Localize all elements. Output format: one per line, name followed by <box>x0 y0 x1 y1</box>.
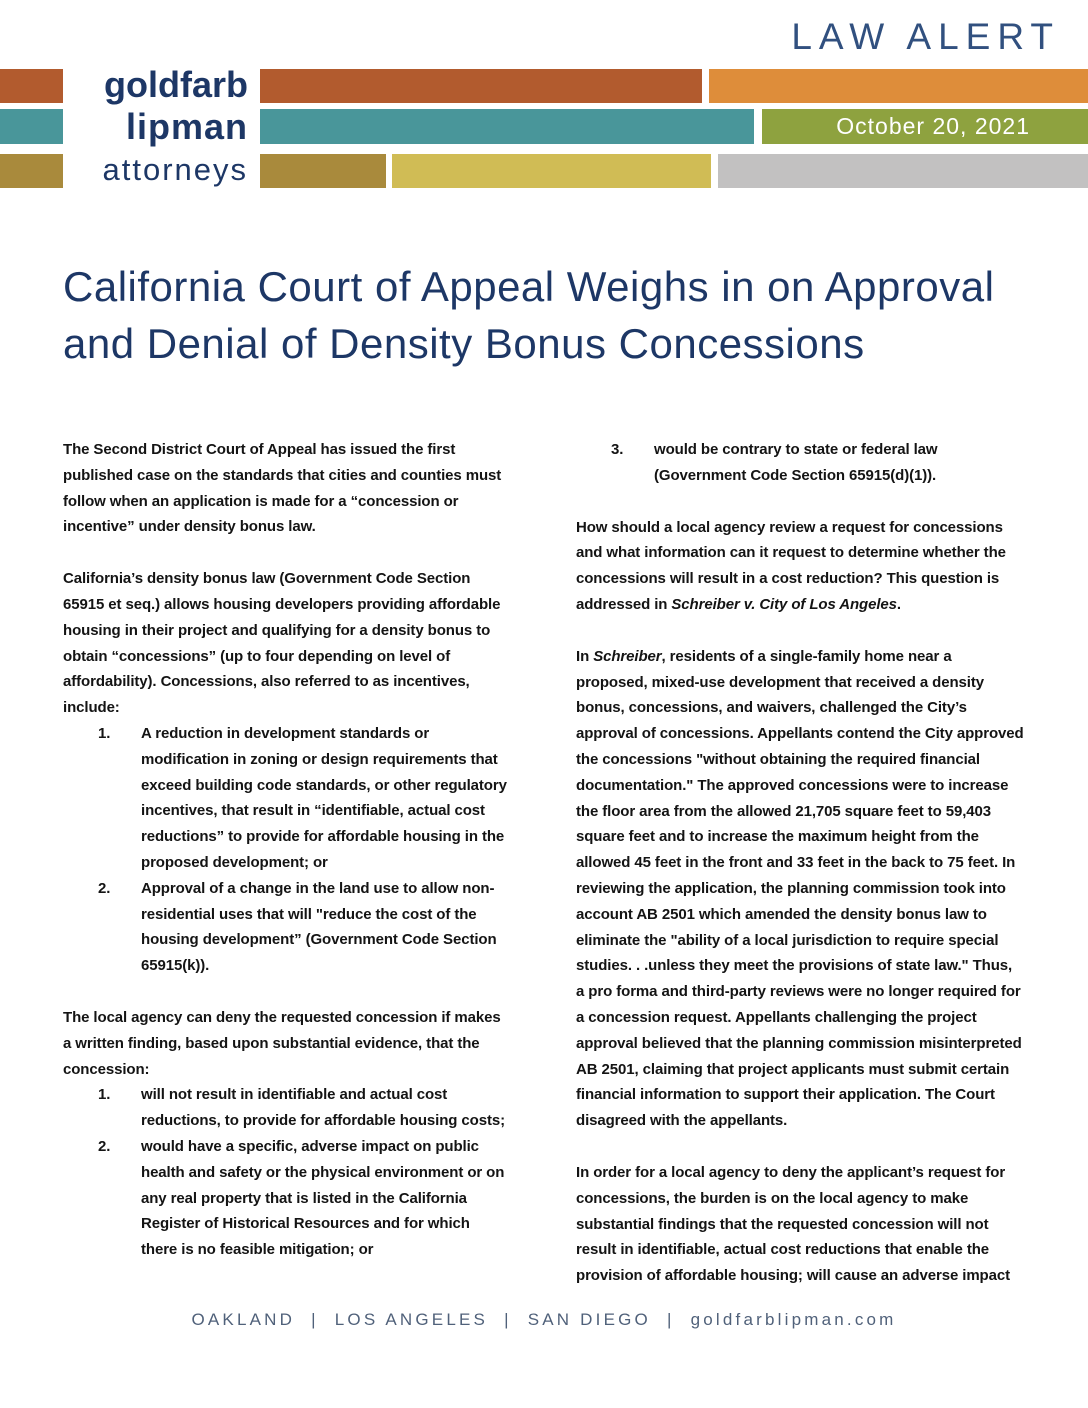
footer-separator: | <box>311 1310 319 1329</box>
teal-bar <box>260 109 754 144</box>
gold-block-left <box>0 154 63 188</box>
text-run: would be contrary to state or federal law (Government Code Section 65915(d)(1)). <box>654 441 938 484</box>
paragraph <box>63 437 509 540</box>
list-item <box>63 721 509 876</box>
footer-separator: | <box>666 1310 675 1329</box>
rust-block-left <box>0 69 63 103</box>
text-run: will not result in identifiable and actual cost reductions, to provide for affordable housing costs; <box>141 1086 505 1130</box>
numbered-list <box>63 721 509 979</box>
list-item-text <box>141 1086 505 1129</box>
case-name: Schreiber v. City of Los Angeles <box>671 595 897 613</box>
logo-lipman: lipman <box>125 106 248 147</box>
paragraph <box>576 1160 1024 1289</box>
text-run: The local agency can deny the requested concession if makes a written finding, based upon substantial evidence, that the concession: <box>63 1008 501 1078</box>
list-item-text <box>141 1138 504 1258</box>
gold-dark-bar <box>260 154 386 188</box>
law-alert-heading: LAW ALERT <box>791 16 1060 57</box>
list-item-text <box>141 725 507 871</box>
list-item <box>63 1134 509 1263</box>
orange-bar <box>709 69 1088 103</box>
numbered-list <box>576 437 1024 489</box>
text-run: , residents of a single-family home near a proposed, mixed-use development that received a density bonus, concessions, and waivers, challenged the City’s approval of concessions. Appellants contend the City approved the concessions "without obtaining the required financial documentation." The approved concessions were to increase the floor area from the allowed 21,705 square feet to 59,403 square feet and to increase the maximum height from the allowed 45 feet in the front and 33 feet in the back to 75 feet. In reviewing the application, the planning commission took into account AB 2501 which amended the density bonus law to eliminate the "ability of a local jurisdiction to require special studies. . .unless they meet the provisions of state law." Thus, a pro forma and third-party reviews were no longer required for a concession request. Appellants challenging the project approval believed that the planning commission misinterpreted AB 2501, claiming that project applicants must submit certain financial information to support their application. The Court disagreed with the appellants. <box>576 647 1024 1130</box>
text-run: . <box>896 595 901 613</box>
footer <box>0 1310 1088 1330</box>
date-badge: October 20, 2021 <box>836 113 1030 139</box>
page-title <box>63 258 1053 372</box>
list-item <box>576 437 1024 489</box>
footer-website: goldfarblipman.com <box>690 1310 897 1329</box>
list-item-number: 2. <box>98 1137 111 1155</box>
paragraph <box>63 1005 509 1082</box>
text-run: How should a local agency review a request for concessions and what information can it request to determine whether the concessions will result in a cost reduction? This question is addressed in <box>576 518 1006 613</box>
title-line-1: California Court of Appeal Weighs in on Approval <box>63 263 995 310</box>
list-item-number: 3. <box>611 441 624 458</box>
text-run: California’s density bonus law (Government Code Section 65915 et seq.) allows housing developers providing affordable housing in their project and qualifying for a density bonus to obtain “concessions” (up to four depending on level of affordability). Concessions, also referred to as incentives, include: <box>63 570 501 717</box>
list-item-number: 2. <box>98 879 111 897</box>
footer-office-city: OAKLAND <box>191 1310 296 1329</box>
logo-attorneys: attorneys <box>102 152 248 187</box>
paragraph <box>576 515 1024 618</box>
rust-bar <box>260 69 702 103</box>
footer-office-city: SAN DIEGO <box>527 1310 651 1329</box>
footer-separator: | <box>504 1310 512 1329</box>
text-run: In <box>576 647 594 665</box>
logo-goldfarb: goldfarb <box>104 64 248 105</box>
text-run: A reduction in development standards or modification in zoning or design requirements that exceed building code standards, or other regulatory incentives, that result in “identifiable, actual cost reductions” to provide for affordable housing in the proposed development; or <box>141 724 507 871</box>
text-run: Approval of a change in the land use to allow non-residential uses that will "reduce the cost of the housing development” (Government Code Section 65915(k)). <box>141 879 497 975</box>
list-item-text <box>654 441 937 484</box>
list-item <box>63 1082 509 1134</box>
text-run: would have a specific, adverse impact on public health and safety or the physical environment or on any real property that is listed in the California Register of Historical Resources and for which there is no feasible mitigation; or <box>141 1137 505 1259</box>
left-column <box>63 437 509 1289</box>
case-name: Schreiber <box>593 647 662 665</box>
text-run: In order for a local agency to deny the applicant’s request for concessions, the burden is on the local agency to make substantial findings that the requested concession will not result in identifiable, actual cost reductions that enable the provision of affordable housing; will cause an adverse impact <box>576 1163 1010 1285</box>
gray-bar <box>718 154 1088 188</box>
list-item-number: 1. <box>98 724 111 742</box>
teal-block-left <box>0 109 63 144</box>
gold-light-bar <box>392 154 711 188</box>
paragraph <box>63 566 509 721</box>
list-item <box>63 876 509 979</box>
numbered-list <box>63 1082 509 1263</box>
footer-office-city: LOS ANGELES <box>334 1310 489 1329</box>
list-item-number: 1. <box>98 1086 111 1104</box>
text-run: The Second District Court of Appeal has issued the first published case on the standards that cities and counties must follow when an application is made for a “concession or incentive” under density bonus law. <box>63 441 502 536</box>
list-item-text <box>141 880 497 974</box>
paragraph <box>576 644 1024 1134</box>
title-line-2: and Denial of Density Bonus Concessions <box>63 320 865 367</box>
right-column <box>576 437 1024 1315</box>
